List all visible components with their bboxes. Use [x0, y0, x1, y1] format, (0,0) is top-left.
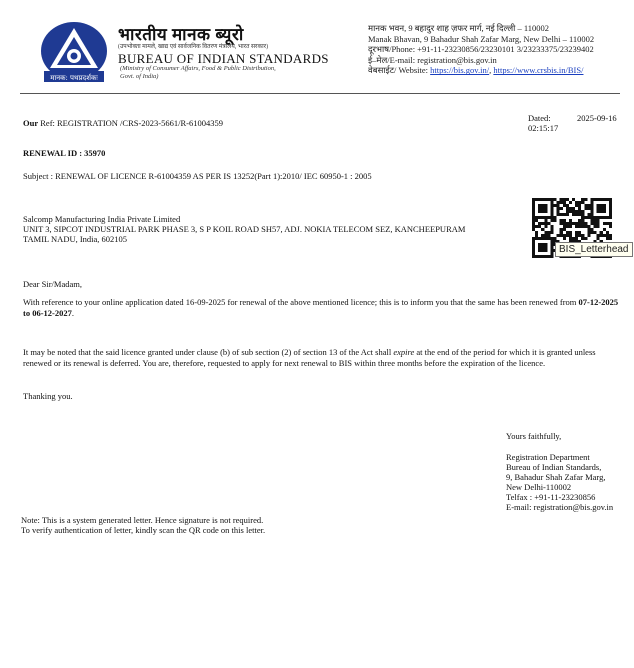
our-ref: Our Ref: REGISTRATION /CRS-2023-5661/R-61004359: [23, 118, 223, 128]
system-note: Note: This is a system generated letter. Hence signature is not required. To verify authentication of letter, kindly scan the QR code on this letter.: [21, 515, 266, 535]
letter-time: 02:15:17: [528, 123, 559, 133]
letterhead-address: [368, 23, 594, 76]
address-english: Manak Bhavan, 9 Bahadur Shah Zafar Marg, New Delhi – 110002: [368, 33, 595, 44]
addressee-line2: TAMIL NADU, India, 602105: [23, 234, 128, 244]
salutation: Dear Sir/Madam,: [23, 279, 83, 289]
letter-date: 2025-09-16: [577, 113, 617, 123]
english-ministry: (Ministry of Consumer Affairs, Food & Public Distribution, Govt. of India): [120, 65, 276, 80]
header-divider: [20, 93, 620, 94]
letterhead-tooltip: BIS_Letterhead: [555, 242, 633, 257]
renewal-id: RENEWAL ID : 35970: [23, 148, 106, 158]
renewal-from-date: 07-12-2025: [578, 297, 619, 307]
bis-website-link[interactable]: https://bis.gov.in/: [430, 65, 490, 76]
renewal-to-date: 06-12-2027: [32, 307, 72, 318]
dated-label: Dated:: [528, 113, 551, 123]
hindi-org-name: भारतीय मानक ब्यूरो: [118, 25, 244, 44]
addressee-line1: UNIT 3, SIPCOT INDUSTRIAL PARK PHASE 3, S P KOIL ROAD SH57, ADJ. NOKIA TELECOM SEZ, KANCHEEPURAM: [23, 224, 466, 234]
phone-line: दूरभाष/Phone: +91-11-23230856/23230101 3/23233375/23239402: [368, 44, 594, 55]
email-line: ई–मेल/E-mail: registration@bis.gov.in: [368, 54, 497, 65]
crsbis-website-link[interactable]: https://www.crsbis.in/BIS/: [493, 65, 584, 76]
closing: Yours faithfully,: [506, 431, 562, 441]
thanking-line: Thanking you.: [23, 391, 73, 401]
expiry-paragraph: It may be noted that the said licence granted under clause (b) of sub section (2) of section 13 of the Act shall expire at the end of the period for which it is granted unless renewed or its renewal is deferred. You are, therefore, requested to apply for next renewal to BIS within three months before the expiration of the licence.: [23, 347, 596, 368]
logo-band-text: मानक: पथप्रदर्शकः: [50, 74, 98, 82]
addressee-company: Salcomp Manufacturing India Private Limited: [23, 214, 181, 224]
signature-block: Registration Department Bureau of Indian Standards, 9, Bahadur Shah Zafar Marg, New Delhi-110002 Telfax : +91-11-23230856 E-mail: registration@bis.gov.in: [506, 452, 614, 512]
bis-logo: [38, 20, 110, 86]
hindi-ministry: (उपभोक्ता मामले, खाद्य एवं सार्वजनिक वितरण मंत्रालय, भारत सरकार): [118, 44, 269, 50]
address-hindi: मानक भवन, 9 बहादुर शाह ज़फर मार्ग, नई दिल्ली – 110002: [368, 23, 549, 33]
subject-line: Subject : RENEWAL OF LICENCE R-61004359 AS PER IS 13252(Part 1):2010/ IEC 60950-1 : 2005: [23, 171, 372, 181]
renewal-paragraph: With reference to your online application dated 16-09-2025 for renewal of the above mentioned licence; this is to inform you that the same has been renewed from 07-12-2025 to 06-12-2027.: [23, 297, 619, 318]
addressee-block: [23, 214, 465, 244]
website-line: वेबसाईट/ Website: https://bis.gov.in/, https://www.crsbis.in/BIS/: [368, 65, 584, 76]
english-org-name: BUREAU OF INDIAN STANDARDS: [118, 51, 329, 66]
